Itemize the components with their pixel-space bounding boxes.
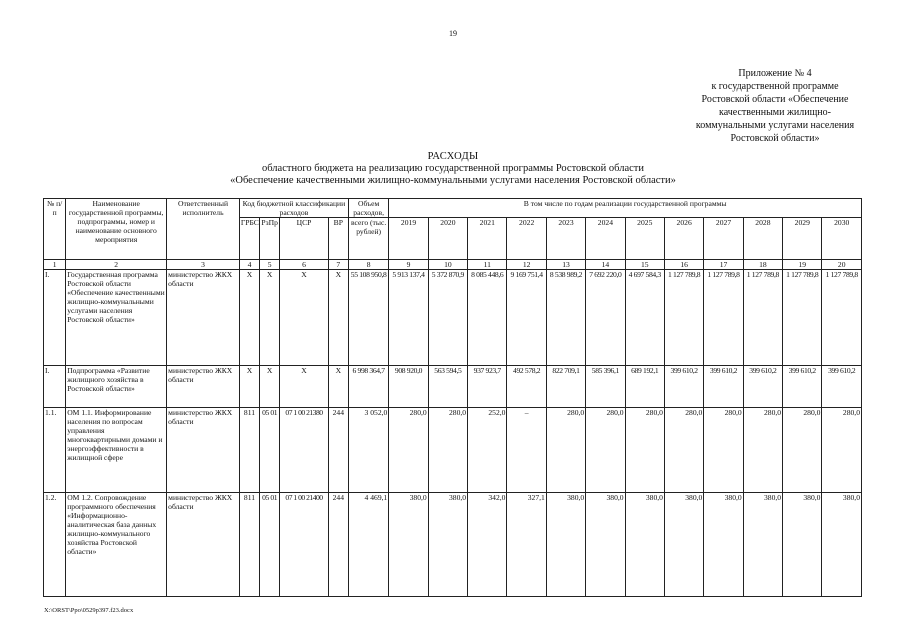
column-number: 11 [468,260,507,270]
table-row [44,408,862,493]
header-year: 2030 [822,218,862,260]
row-value: 689 192,1 [625,366,664,408]
row-value: 380,0 [664,493,703,597]
row-name: Государственная программа Ростовской области «Обеспечение качественными жилищно-коммунальными услугами населения Ростовской области» [66,270,167,366]
row-value: 8 085 448,6 [468,270,507,366]
row-no: I. [44,270,66,366]
row-value: 280,0 [625,408,664,493]
row-value: – [507,408,546,493]
appendix-line: Ростовской области «Обеспечение [701,94,849,105]
row-rzpr: X [260,270,280,366]
column-number: 20 [822,260,862,270]
table-row [44,366,862,408]
row-rzpr: 05 01 [260,493,280,597]
row-grbs: 811 [239,408,259,493]
appendix-header [640,67,906,145]
row-value: 1 127 789,8 [704,270,743,366]
row-value: 937 923,7 [468,366,507,408]
row-vr: 244 [328,408,348,493]
table-row [44,493,862,597]
column-number: 3 [167,260,240,270]
row-vr: X [328,270,348,366]
header-csr: ЦСР [280,218,328,260]
header-year: 2023 [546,218,585,260]
row-value: 327,1 [507,493,546,597]
column-number: 16 [664,260,703,270]
table-row [44,270,862,366]
header-year: 2026 [664,218,703,260]
column-number: 13 [546,260,585,270]
row-total: 3 052,0 [348,408,388,493]
row-csr: 07 1 00 21380 [280,408,328,493]
row-value: 1 127 789,8 [743,270,782,366]
row-total: 4 469,1 [348,493,388,597]
header-year: 2025 [625,218,664,260]
appendix-line: к государственной программе [711,81,839,92]
header-grbs: ГРБС [239,218,259,260]
column-number: 15 [625,260,664,270]
row-grbs: X [239,366,259,408]
row-value: 399 610,2 [664,366,703,408]
header-volume: Объем расходов, [348,199,388,218]
header-year: 2027 [704,218,743,260]
row-value: 280,0 [664,408,703,493]
row-value: 280,0 [743,408,782,493]
row-total: 6 998 364,7 [348,366,388,408]
row-value: 380,0 [546,493,585,597]
document-title [0,151,906,187]
row-value: 280,0 [586,408,625,493]
row-value: 280,0 [783,408,822,493]
header-year: 2019 [389,218,428,260]
header-by-years: В том числе по годам реализации государственной программы [389,199,862,218]
row-responsible: министерство ЖКХ области [167,493,240,597]
column-number: 6 [280,260,328,270]
appendix-line: Ростовской области» [730,133,820,144]
appendix-line: Приложение № 4 [738,68,812,79]
column-number: 14 [586,260,625,270]
column-number: 5 [260,260,280,270]
row-value: 380,0 [743,493,782,597]
column-number: 12 [507,260,546,270]
column-number: 8 [348,260,388,270]
row-grbs: 811 [239,493,259,597]
row-rzpr: X [260,366,280,408]
row-value: 908 920,0 [389,366,428,408]
column-number: 2 [66,260,167,270]
row-name: ОМ 1.1. Информирование населения по вопросам управления многоквартирными домами и энергоэффективности в жилищной сфере [66,408,167,493]
row-value: 1 127 789,8 [664,270,703,366]
row-no: I. [44,366,66,408]
row-grbs: X [239,270,259,366]
row-value: 399 610,2 [704,366,743,408]
column-number: 9 [389,260,428,270]
row-value: 7 692 220,0 [586,270,625,366]
row-value: 280,0 [704,408,743,493]
row-responsible: министерство ЖКХ области [167,366,240,408]
header-volume-unit: всего (тыс. рублей) [348,218,388,260]
row-value: 342,0 [468,493,507,597]
column-number: 17 [704,260,743,270]
row-value: 563 594,5 [428,366,467,408]
row-value: 4 697 584,3 [625,270,664,366]
row-value: 280,0 [822,408,862,493]
row-value: 5 913 137,4 [389,270,428,366]
appendix-line: коммунальными услугами населения [695,120,855,131]
column-number: 19 [783,260,822,270]
row-value: 380,0 [428,493,467,597]
column-number: 7 [328,260,348,270]
row-name: Подпрограмма «Развитие жилищного хозяйства в Ростовской области» [66,366,167,408]
row-vr: X [328,366,348,408]
header-vr: ВР [328,218,348,260]
row-value: 380,0 [822,493,862,597]
file-path-footer: X:\ORST\Ppo\0529p397.f23.docx [44,607,134,614]
row-value: 380,0 [586,493,625,597]
column-number: 1 [44,260,66,270]
header-year: 2029 [783,218,822,260]
row-value: 252,0 [468,408,507,493]
header-year: 2021 [468,218,507,260]
row-value: 280,0 [546,408,585,493]
header-budget-code: Код бюджетной классификации расходов [239,199,348,218]
row-vr: 244 [328,493,348,597]
row-value: 1 127 789,8 [783,270,822,366]
header-no: № п/п [44,199,66,260]
row-total: 55 108 950,8 [348,270,388,366]
appendix-line: качественными жилищно- [719,107,831,118]
row-value: 1 127 789,8 [822,270,862,366]
title-line: «Обеспечение качественными жилищно-коммунальными услугами населения Ростовской области» [230,175,676,186]
row-responsible: министерство ЖКХ области [167,270,240,366]
header-year: 2028 [743,218,782,260]
header-rzpr: РзПр [260,218,280,260]
expenses-table [43,198,862,597]
row-value: 280,0 [389,408,428,493]
row-value: 399 610,2 [783,366,822,408]
row-value: 8 538 989,2 [546,270,585,366]
page-number: 19 [449,29,457,38]
row-value: 399 610,2 [822,366,862,408]
row-value: 380,0 [704,493,743,597]
row-value: 822 709,1 [546,366,585,408]
row-rzpr: 05 01 [260,408,280,493]
row-value: 399 610,2 [743,366,782,408]
row-no: 1.1. [44,408,66,493]
header-name: Наименование государственной программы, подпрограммы, номер и наименование основного мероприятия [66,199,167,260]
row-value: 585 396,1 [586,366,625,408]
row-value: 380,0 [625,493,664,597]
row-value: 9 169 751,4 [507,270,546,366]
row-csr: X [280,366,328,408]
header-responsible: Ответственный исполнитель [167,199,240,260]
row-value: 492 578,2 [507,366,546,408]
column-number: 4 [239,260,259,270]
column-number: 10 [428,260,467,270]
row-value: 380,0 [389,493,428,597]
row-no: 1.2. [44,493,66,597]
header-row [44,199,862,218]
column-number: 18 [743,260,782,270]
row-value: 380,0 [783,493,822,597]
row-name: ОМ 1.2. Сопровождение программного обеспечения «Информационно-аналитическая база данных жилищно-коммунального хозяйства Ростовской области» [66,493,167,597]
column-number-row [44,260,862,270]
title-line: РАСХОДЫ [427,151,479,162]
row-value: 5 372 870,9 [428,270,467,366]
title-line: областного бюджета на реализацию государственной программы Ростовской области [261,163,645,174]
header-year: 2022 [507,218,546,260]
header-year: 2020 [428,218,467,260]
row-csr: X [280,270,328,366]
row-csr: 07 1 00 21400 [280,493,328,597]
row-value: 280,0 [428,408,467,493]
header-year: 2024 [586,218,625,260]
row-responsible: министерство ЖКХ области [167,408,240,493]
